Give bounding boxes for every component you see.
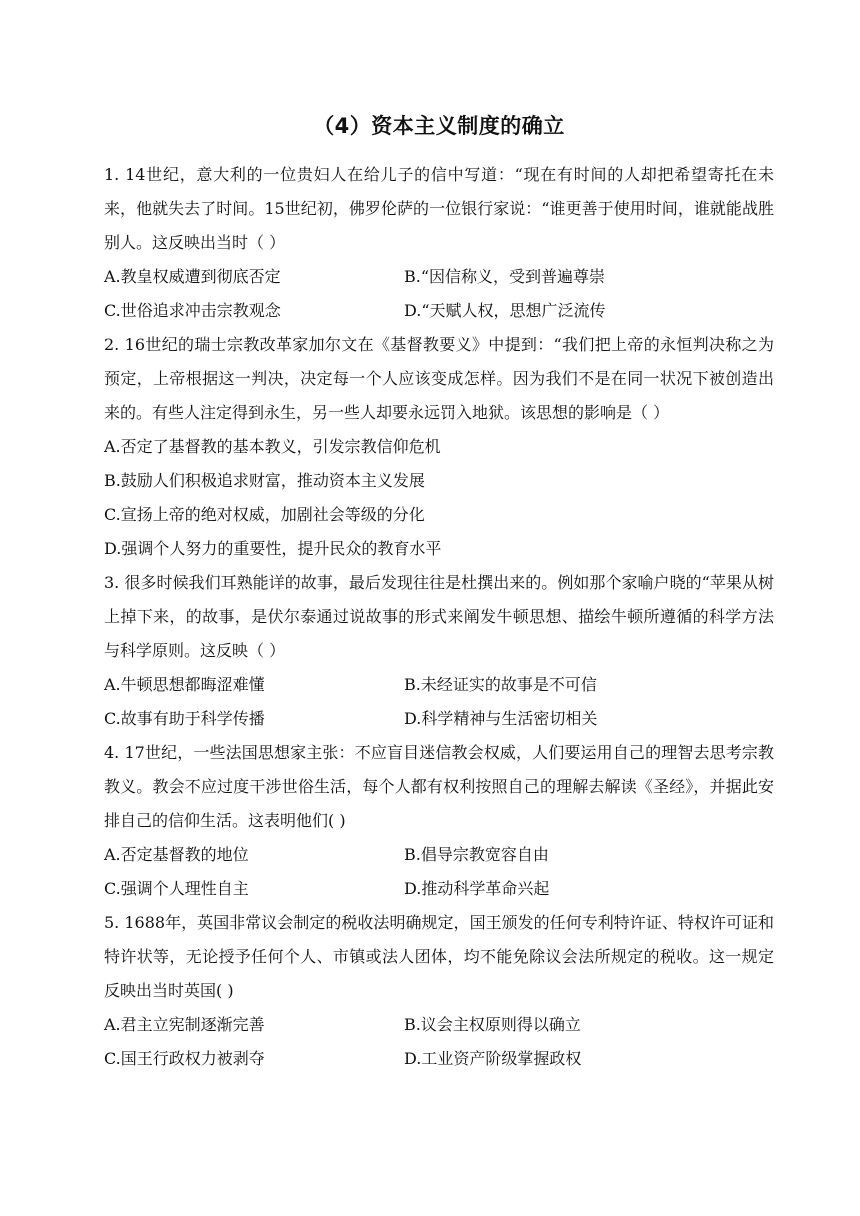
question-4 xyxy=(104,736,774,906)
options-grid xyxy=(104,260,774,328)
option-a: A.否定了基督教的基本教义，引发宗教信仰危机 xyxy=(104,437,441,456)
option-a: A.教皇权威遭到彻底否定 xyxy=(104,267,281,286)
option-c: C.宣扬上帝的绝对权威，加剧社会等级的分化 xyxy=(104,505,425,524)
option-a: A.君主立宪制逐渐完善 xyxy=(104,1015,265,1034)
option-c: C.国王行政权力被剥夺 xyxy=(104,1049,265,1068)
option-b: B.议会主权原则得以确立 xyxy=(404,1015,581,1034)
question-stem: 2. 16世纪的瑞士宗教改革家加尔文在《基督教要义》中提到：“我们把上帝的永恒判决称之为预定，上帝根据这一判决，决定每一个人应该变成怎样。因为我们不是在同一状况下被创造出来的。有些人注定得到永生，另一些人却要永远罚入地狱。该思想的影响是（ ） xyxy=(104,335,774,422)
option-b: B.未经证实的故事是不可信 xyxy=(404,675,597,694)
option-d: D.推动科学革命兴起 xyxy=(404,879,550,898)
question-stem: 1. 14世纪，意大利的一位贵妇人在给儿子的信中写道：“现在有时间的人却把希望寄托在未来，他就失去了时间。15世纪初，佛罗伦萨的一位银行家说：“谁更善于使用时间，谁就能战胜别人。这反映出当时（ ） xyxy=(104,165,774,252)
options-grid xyxy=(104,668,774,736)
option-a: A.牛顿思想都晦涩难懂 xyxy=(104,675,265,694)
option-c: C.世俗追求冲击宗教观念 xyxy=(104,301,281,320)
question-5 xyxy=(104,906,774,1076)
question-1 xyxy=(104,158,774,328)
option-b: B.倡导宗教宽容自由 xyxy=(404,845,549,864)
option-b: B.“因信称义，受到普遍尊崇 xyxy=(404,267,606,286)
option-d: D.工业资产阶级掌握政权 xyxy=(404,1049,582,1068)
options-grid xyxy=(104,1008,774,1076)
option-a: A.否定基督教的地位 xyxy=(104,845,249,864)
option-c: C.强调个人理性自主 xyxy=(104,879,249,898)
option-d: D.强调个人努力的重要性，提升民众的教育水平 xyxy=(104,539,442,558)
options-list xyxy=(104,430,774,566)
question-2 xyxy=(104,328,774,566)
option-d: D.科学精神与生活密切相关 xyxy=(404,709,598,728)
option-c: C.故事有助于科学传播 xyxy=(104,709,265,728)
page-title: （4）资本主义制度的确立 xyxy=(313,114,565,138)
question-stem: 5. 1688年，英国非常议会制定的税收法明确规定，国王颁发的任何专利特许证、特权许可证和特许状等，无论授予任何个人、市镇或法人团体，均不能免除议会法所规定的税收。这一规定反映出当时英国( ) xyxy=(104,913,774,1000)
question-3 xyxy=(104,566,774,736)
option-d: D.“天赋人权，思想广泛流传 xyxy=(404,301,606,320)
question-stem: 4. 17世纪，一些法国思想家主张：不应盲目迷信教会权威，人们要运用自己的理智去思考宗教教义。教会不应过度干涉世俗生活，每个人都有权利按照自己的理解去解读《圣经》，并据此安排自己的信仰生活。这表明他们( ) xyxy=(104,743,774,830)
option-b: B.鼓励人们积极追求财富，推动资本主义发展 xyxy=(104,471,425,490)
options-grid xyxy=(104,838,774,906)
question-stem: 3. 很多时候我们耳熟能详的故事，最后发现往往是杜撰出来的。例如那个家喻户晓的“苹果从树上掉下来，的故事，是伏尔泰通过说故事的形式来阐发牛顿思想、描绘牛顿所遵循的科学方法与科学原则。这反映（ ） xyxy=(104,573,774,660)
